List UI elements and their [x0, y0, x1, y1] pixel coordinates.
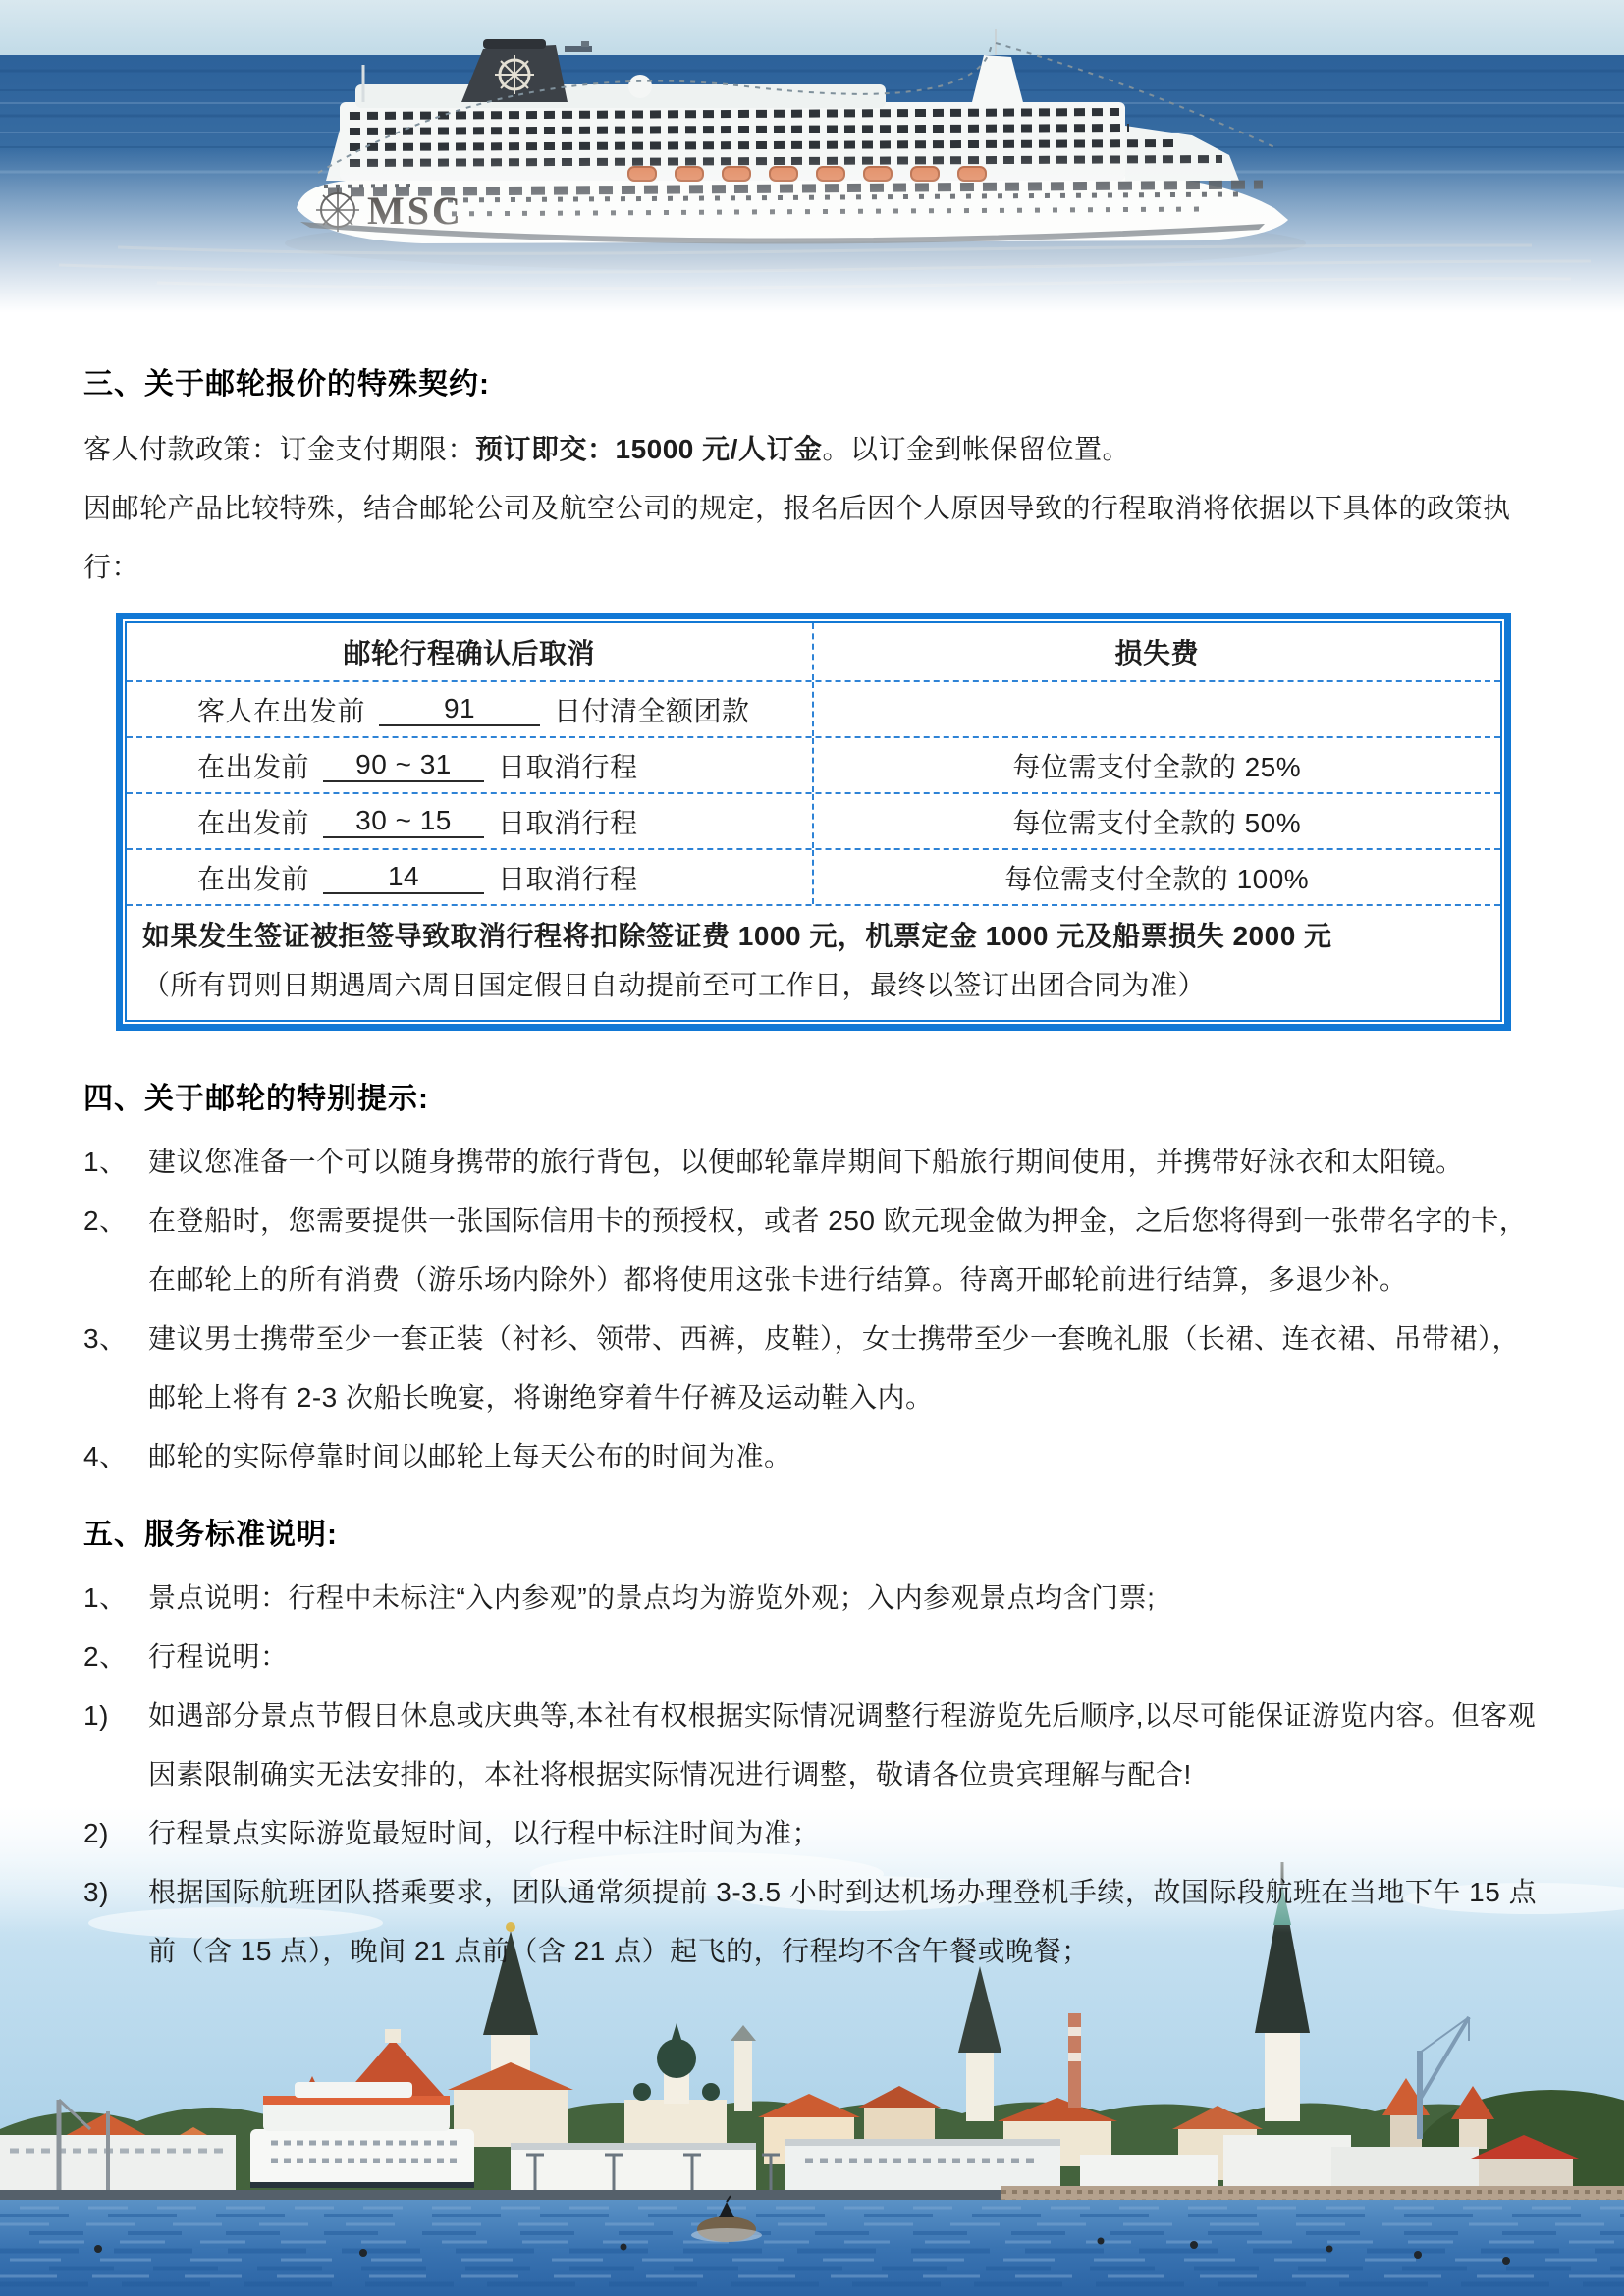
days-blank: 90 ~ 31 [323, 749, 484, 782]
item-text: 根据国际航班团队搭乘要求，团队通常须提前 3-3.5 小时到达机场办理登机手续，故国际段航班在当地下午 15 点前（含 15 点），晚间 21 点前（含 21 点）起飞的，行程均不含午餐或晚餐； [148, 1877, 1538, 1966]
cancellation-condition-cell [127, 682, 814, 736]
condition-suffix: 日取消行程 [498, 807, 638, 838]
item-text: 如遇部分景点节假日休息或庆典等,本社有权根据实际情况调整行程游览先后顺序,以尽可能保证游览内容。但客观因素限制确实无法安排的，本社将根据实际情况进行调整，敬请各位贵宾理解与配合! [148, 1700, 1537, 1789]
table-row [127, 848, 1500, 904]
deposit-amount-bold: 预订即交：15000 元/人订金 [475, 434, 823, 464]
condition-prefix: 在出发前 [197, 863, 310, 894]
list-item [83, 1133, 1543, 1192]
sub-list-item [83, 1686, 1543, 1804]
cancellation-fee-table-inner [125, 621, 1502, 1022]
table-row [127, 680, 1500, 736]
list-item [83, 1309, 1543, 1427]
table-note-row [127, 904, 1500, 1020]
list-item [83, 1569, 1543, 1628]
item-number: 2) [83, 1818, 109, 1848]
condition-suffix: 日取消行程 [498, 863, 638, 894]
section5-heading: 五、服务标准说明: [83, 1519, 338, 1551]
penalty-date-note: （所有罚则日期遇周六周日国定假日自动提前至可工作日，最终以签订出团合同为准） [142, 970, 1207, 1000]
condition-prefix: 在出发前 [197, 751, 310, 782]
condition-prefix: 在出发前 [197, 807, 310, 838]
item-number: 3、 [83, 1323, 128, 1354]
days-blank: 14 [323, 861, 484, 894]
sub-list-item [83, 1804, 1543, 1863]
item-text: 行程说明： [148, 1641, 289, 1672]
cancellation-condition-cell [127, 794, 814, 848]
days-blank: 91 [379, 693, 540, 726]
table-row [127, 792, 1500, 848]
fee-cell: 每位需支付全款的 25% [1012, 751, 1302, 782]
item-number: 1) [83, 1700, 109, 1731]
fee-cell: 每位需支付全款的 100% [1004, 863, 1310, 894]
condition-suffix: 日付清全额团款 [554, 695, 750, 726]
fee-cell [814, 682, 1501, 736]
payment-policy-suffix: 。以订金到帐保留位置。 [822, 434, 1130, 464]
cancellation-condition-cell [127, 850, 814, 904]
table-header-row [127, 623, 1500, 680]
cancellation-condition-cell [127, 738, 814, 792]
item-number: 3) [83, 1877, 109, 1907]
item-text: 建议您准备一个可以随身携带的旅行背包，以便邮轮靠岸期间下船旅行期间使用，并携带好泳衣和太阳镜。 [148, 1147, 1464, 1177]
visa-refusal-note: 如果发生签证被拒签导致取消行程将扣除签证费 1000 元，机票定金 1000 元及船票损失 2000 元 [142, 921, 1332, 951]
condition-prefix: 客人在出发前 [197, 695, 366, 726]
item-number: 1、 [83, 1582, 128, 1613]
column-header-fee: 损失费 [1114, 638, 1199, 668]
item-text: 邮轮的实际停靠时间以邮轮上每天公布的时间为准。 [148, 1441, 792, 1471]
column-header-cancellation: 邮轮行程确认后取消 [127, 623, 814, 680]
table-row [127, 736, 1500, 792]
item-text: 在登船时，您需要提供一张国际信用卡的预授权，或者 250 欧元现金做为押金，之后您将得到一张带名字的卡，在邮轮上的所有消费（游乐场内除外）都将使用这张卡进行结算。待离开邮轮前进行结算，多退少补。 [148, 1205, 1528, 1295]
item-text: 行程景点实际游览最短时间，以行程中标注时间为准； [148, 1818, 821, 1848]
fee-cell: 每位需支付全款的 50% [1012, 807, 1302, 838]
days-blank: 30 ~ 15 [323, 805, 484, 838]
section3-heading: 三、关于邮轮报价的特殊契约: [83, 368, 490, 400]
item-text: 景点说明：行程中未标注“入内参观”的景点均为游览外观；入内参观景点均含门票; [148, 1582, 1156, 1613]
list-item [83, 1427, 1543, 1486]
cancellation-policy-intro: 因邮轮产品比较特殊，结合邮轮公司及航空公司的规定，报名后因个人原因导致的行程取消将依据以下具体的政策执行： [83, 493, 1511, 582]
payment-policy-prefix: 客人付款政策：订金支付期限： [83, 434, 476, 464]
section4-heading: 四、关于邮轮的特别提示: [83, 1083, 429, 1115]
cancellation-fee-table [116, 613, 1511, 1031]
item-number: 2、 [83, 1205, 128, 1236]
list-item [83, 1628, 1543, 1686]
item-number: 4、 [83, 1441, 128, 1471]
item-number: 2、 [83, 1641, 128, 1672]
item-number: 1、 [83, 1147, 128, 1177]
sub-list-item [83, 1863, 1543, 1981]
condition-suffix: 日取消行程 [498, 751, 638, 782]
list-item [83, 1192, 1543, 1309]
item-text: 建议男士携带至少一套正装（衬衫、领带、西裤，皮鞋），女士携带至少一套晚礼服（长裙、连衣裙、吊带裙），邮轮上将有 2-3 次船长晚宴，将谢绝穿着牛仔裤及运动鞋入内。 [148, 1323, 1521, 1413]
payment-policy-line [83, 420, 1543, 479]
